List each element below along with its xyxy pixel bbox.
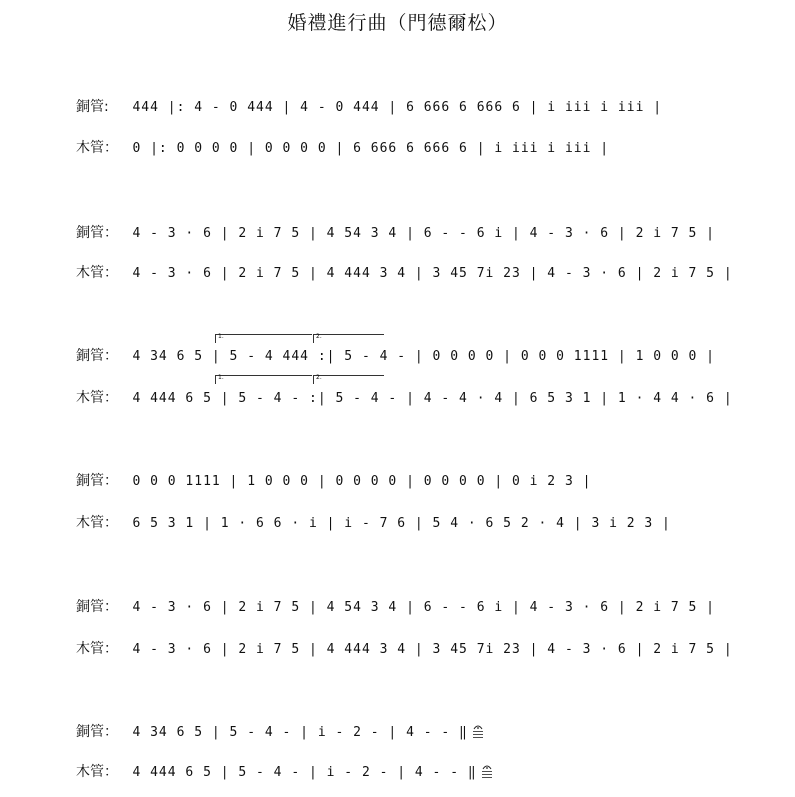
volta-bracket-1	[215, 375, 312, 384]
notation-line: 4 - 3 · 6 | 2 i 7 5 | 4 54 3 4 | 6 - - 6 i | 4 - 3 · 6 | 2 i 7 5 |	[132, 600, 716, 615]
volta-bracket-1	[215, 334, 312, 343]
instrument-label: 木管：	[76, 140, 118, 156]
notation-line: 4 - 3 · 6 | 2 i 7 5 | 4 444 3 4 | 3 45 7i 23 | 4 - 3 · 6 | 2 i 7 5 |	[132, 642, 733, 657]
instrument-label: 銅管：	[76, 473, 118, 489]
notation-line: 4 444 6 5 | 5 - 4 - | i - 2 - | 4 - - ‖	[132, 765, 477, 780]
instrument-label: 木管：	[76, 764, 118, 780]
volta-label: 2.	[316, 374, 322, 381]
instrument-label: 木管：	[76, 515, 118, 531]
staff-row-woodwind	[76, 138, 609, 158]
notation-line: 0 |: 0 0 0 0 | 0 0 0 0 | 6 666 6 666 6 | i iii i iii |	[132, 141, 610, 156]
instrument-label: 銅管:	[76, 99, 109, 115]
volta-bracket-2	[313, 375, 384, 384]
staff-row-woodwind	[76, 639, 733, 659]
volta-label: 2.	[316, 333, 322, 340]
page-title: 婚禮進行曲（門德爾松）	[287, 12, 508, 34]
volta-label: 1.	[218, 333, 224, 340]
staff-row-brass	[76, 223, 715, 243]
staff-row-brass	[76, 471, 591, 491]
staff-row-brass	[76, 722, 484, 742]
fermata-icon	[472, 723, 484, 741]
notation-line: 4 444 6 5 | 5 - 4 - :| 5 - 4 - | 4 - 4 · 4 | 6 5 3 1 | 1 · 4 4 · 6 |	[132, 391, 733, 406]
staff-row-woodwind	[76, 513, 671, 533]
volta-bracket-2	[313, 334, 384, 343]
volta-label: 1.	[218, 374, 224, 381]
staff-row-woodwind	[76, 762, 493, 782]
instrument-label: 銅管：	[76, 225, 118, 241]
fermata-icon	[481, 763, 493, 781]
instrument-label: 木管：	[76, 390, 118, 406]
staff-row-woodwind	[76, 388, 733, 408]
instrument-label: 木管：	[76, 641, 118, 657]
staff-row-brass	[76, 346, 715, 366]
notation-line: 0 0 0 1111 | 1 0 0 0 | 0 0 0 0 | 0 0 0 0 | 0 i 2 3 |	[132, 474, 592, 489]
notation-line: 4 - 3 · 6 | 2 i 7 5 | 4 54 3 4 | 6 - - 6 i | 4 - 3 · 6 | 2 i 7 5 |	[132, 226, 716, 241]
instrument-label: 木管：	[76, 265, 118, 281]
notation-line: 6 5 3 1 | 1 · 6 6 · i | i - 7 6 | 5 4 · 6 5 2 · 4 | 3 i 2 3 |	[132, 516, 671, 531]
staff-row-brass	[76, 597, 715, 617]
instrument-label: 銅管：	[76, 599, 118, 615]
instrument-label: 銅管：	[76, 348, 118, 364]
notation-line: 4 34 6 5 | 5 - 4 - | i - 2 - | 4 - - ‖	[132, 725, 468, 740]
instrument-label: 銅管：	[76, 724, 118, 740]
notation-line: 444 |: 4 - 0 444 | 4 - 0 444 | 6 666 6 666 6 | i iii i iii |	[132, 100, 663, 115]
staff-row-woodwind	[76, 263, 733, 283]
notation-line: 4 - 3 · 6 | 2 i 7 5 | 4 444 3 4 | 3 45 7i 23 | 4 - 3 · 6 | 2 i 7 5 |	[132, 266, 733, 281]
notation-line: 4 34 6 5 | 5 - 4 444 :| 5 - 4 - | 0 0 0 0 | 0 0 0 1111 | 1 0 0 0 |	[132, 349, 716, 364]
staff-row-brass	[76, 97, 662, 117]
